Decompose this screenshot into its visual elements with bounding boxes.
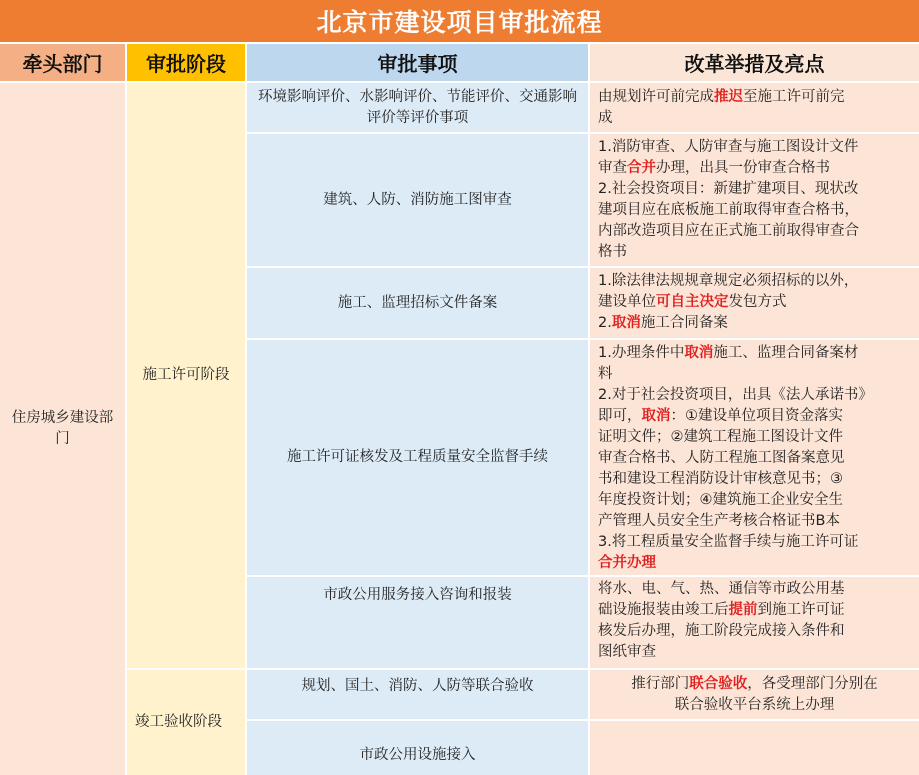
reform-text: 推行部门 [631,676,690,692]
reform-row-0 [590,83,919,132]
reform-text: 施工、监理合同备案材 [713,345,859,361]
reform-line [598,427,911,448]
reform-text: 由规划许可前完成 [598,89,714,105]
reform-line [598,364,911,385]
reform-row-4 [590,577,919,668]
reform-line [598,385,911,406]
dept-cell [0,83,125,775]
reform-line [598,242,911,263]
reform-highlight: 推迟 [714,89,743,105]
reform-text: 建项目应在底板施工前取得审查合格书， [598,202,859,218]
reform-text: 1.除法律法规规章规定必须招标的以外， [598,273,859,289]
reform-text: 内部改造项目应在正式施工前取得审查合 [598,223,859,239]
reform-highlight: 提前 [728,602,758,618]
reform-text: 2.对于社会投资项目，出具《法人承诺书》 [598,387,873,403]
item-row-1 [247,134,588,266]
item-label: 环境影响评价、水影响评价、节能评价、交通影响评价等评价事项 [258,88,577,126]
reform-line [598,553,911,574]
header-reform: 改革举措及亮点 [590,44,919,81]
reform-line [598,511,911,532]
reform-text: 审查 [598,160,627,176]
reform-line [598,271,911,292]
reform-line [598,469,911,490]
reform-text: 至施工许可前完 [743,89,845,105]
reform-line [598,490,911,511]
reform-text: 料 [598,366,613,382]
item-row-3 [247,340,588,575]
reform-line [598,621,911,642]
reform-text: 1.办理条件中 [598,345,685,361]
reform-highlight: 可自主决定 [656,294,729,310]
reform-text: 建设单位 [598,294,656,310]
reform-line [598,221,911,242]
reform-line [598,695,911,716]
reform-text: 产管理人员安全生产考核合格证书B本 [598,513,840,529]
item-label: 市政公用服务接入咨询和报装 [323,587,512,603]
reform-text: 发包方式 [728,294,787,310]
reform-text: 2. [598,315,612,331]
reform-row-5 [590,670,919,719]
reform-text: 即可， [598,408,642,424]
stage-acceptance-label: 竣工验收阶段 [135,714,222,730]
reform-line [598,579,911,600]
reform-line [598,87,911,108]
reform-line [598,448,911,469]
reform-line [598,313,911,334]
item-row-0 [247,83,588,132]
reform-row-3 [590,340,919,575]
item-label: 规划、国土、消防、人防等联合验收 [301,678,534,694]
reform-text: 础设施报装由竣工后 [598,602,729,618]
reform-row-6 [590,721,919,775]
reform-text: 书和建设工程消防设计审核意见书；③ [598,471,843,487]
reform-text: 证明文件；②建筑工程施工图设计文件 [598,429,843,445]
item-label: 市政公用设施接入 [359,747,476,763]
header-item: 审批事项 [247,44,588,81]
item-row-6 [247,721,588,775]
reform-text: 施工合同备案 [640,315,728,331]
reform-text: 将水、电、气、热、通信等市政公用基 [598,581,845,597]
item-row-4 [247,577,588,668]
item-row-2 [247,268,588,338]
header-stage: 审批阶段 [127,44,245,81]
reform-highlight: 取消 [684,345,714,361]
dept-label: 住房城乡建设部门 [11,410,114,447]
reform-text: ：①建设单位项目资金落实 [670,408,843,424]
reform-line [598,532,911,553]
reform-text: 到施工许可证 [757,602,845,618]
reform-text: 办理，出具一份审查合格书 [656,160,830,176]
item-row-5 [247,670,588,719]
reform-line [598,137,911,158]
reform-line [598,179,911,200]
item-label: 施工许可证核发及工程质量安全监督手续 [287,449,548,465]
reform-highlight: 取消 [641,408,671,424]
item-label: 施工、监理招标文件备案 [337,294,498,311]
reform-line [598,406,911,427]
reform-highlight: 合并 [627,160,656,176]
reform-line [598,158,911,179]
header-dept: 牵头部门 [0,44,125,81]
reform-line [598,642,911,663]
reform-row-1 [590,134,919,266]
reform-text: 年度投资计划；④建筑施工企业安全生 [598,492,843,508]
reform-text: 3.将工程质量安全监督手续与施工许可证 [598,534,859,550]
reform-line [598,200,911,221]
stage-construction [127,83,245,668]
reform-line [598,292,911,313]
item-label: 建筑、人防、消防施工图审查 [323,191,512,208]
reform-highlight: 联合验收 [689,676,748,692]
stage-acceptance [127,670,245,775]
reform-line [598,674,911,695]
reform-line [598,343,911,364]
page-title: 北京市建设项目审批流程 [0,0,919,42]
stage-construction-label: 施工许可阶段 [142,367,230,383]
reform-highlight: 取消 [611,315,641,331]
reform-highlight: 合并办理 [598,555,656,571]
reform-text: 成 [598,110,613,126]
reform-row-2 [590,268,919,338]
reform-text: 联合验收平台系统上办理 [674,697,835,713]
reform-text: 审查合格书、人防工程施工图备案意见 [598,450,845,466]
reform-text: 1.消防审查、人防审查与施工图设计文件 [598,139,859,155]
reform-text: 2.社会投资项目：新建扩建项目、现状改 [598,181,859,197]
reform-text: 图纸审查 [598,644,656,660]
reform-text: 格书 [598,244,627,260]
reform-text: 核发后办理，施工阶段完成接入条件和 [598,623,845,639]
reform-text: ，各受理部门分别在 [747,676,878,692]
reform-line [598,108,911,129]
reform-line [598,600,911,621]
